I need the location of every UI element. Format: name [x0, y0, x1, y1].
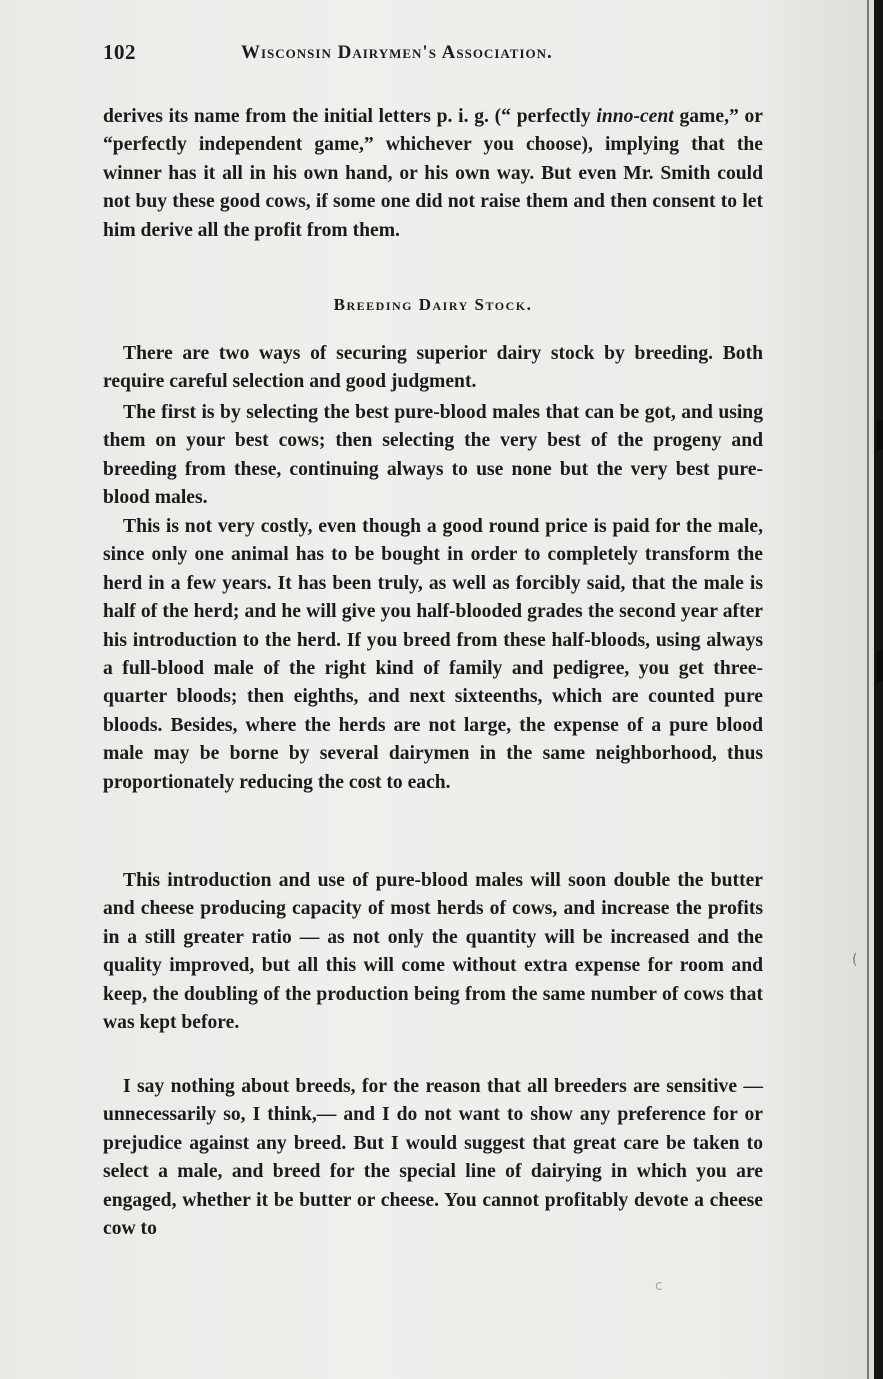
- paragraph: This is not very costly, even though a good round price is paid for the male, since only one animal has to be bought in order to completely transform the herd in a few years. It has been truly, as well as forcibly said, that the male is half of the herd; and he will give you half-blooded grades the second year after his introduction to the herd. If you breed from these half-bloods, using always a full-blood male of the right kind of family and pedigree, you get three-quarter bloods; then eighths, and next sixteenths, which are counted pure bloods. Besides, where the herds are not large, the expense of a pure blood male may be borne by several dairymen in the same neighborhood, thus proportionately reducing the cost to each.: [103, 516, 763, 793]
- edge-mark: [877, 650, 883, 682]
- paragraph: There are two ways of securing superior dairy stock by breeding. Both require careful selection and good judgment.: [103, 343, 763, 393]
- page-gutter-line: [867, 0, 869, 1379]
- p1-italic-text: inno-cent: [596, 106, 674, 127]
- paragraph: This introduction and use of pure-blood males will soon double the butter and cheese producing capacity of most herds of cows, and increase the profits in a still greater ratio — as not only the quantity will be increased and the quality improved, but all this will come without extra expense for room and keep, the doubling of the production being from the same number of cows that was kept before.: [103, 870, 763, 1034]
- paragraph-continuation: [103, 103, 763, 245]
- scan-speck: c: [655, 1278, 663, 1294]
- page-number: 102: [103, 40, 136, 64]
- edge-mark: [877, 420, 883, 450]
- paragraph: The first is by selecting the best pure-blood males that can be got, and using them on your best cows; then selecting the very best of the progeny and breeding from these, continuing always to use none but the very best pure-blood males.: [103, 402, 763, 509]
- page-edge-shadow: [874, 0, 883, 1379]
- running-head: Wisconsin Dairymen's Association.: [241, 42, 553, 63]
- p1-text-after: game,” or “perfectly independent game,” whichever you choose), implying that the winner has it all in his own hand, or his own way. But even Mr. Smith could not buy these good cows, if some one did not raise them and then consent to let him derive all the profit from them.: [103, 106, 763, 241]
- page-header: [103, 40, 763, 74]
- p1-text-before: derives its name from the initial letters p. i. g. (“ perfectly: [103, 106, 597, 127]
- scan-speck: (: [852, 952, 858, 968]
- paragraph: I say nothing about breeds, for the reason that all breeders are sensitive — unnecessarily so, I think,— and I do not want to show any preference for or prejudice against any breed. But I would suggest that great care be taken to select a male, and breed for the special line of dairying in which you are engaged, whether it be butter or cheese. You cannot profitably devote a cheese cow to: [103, 1076, 763, 1240]
- section-heading: Breeding Dairy Stock.: [333, 295, 533, 314]
